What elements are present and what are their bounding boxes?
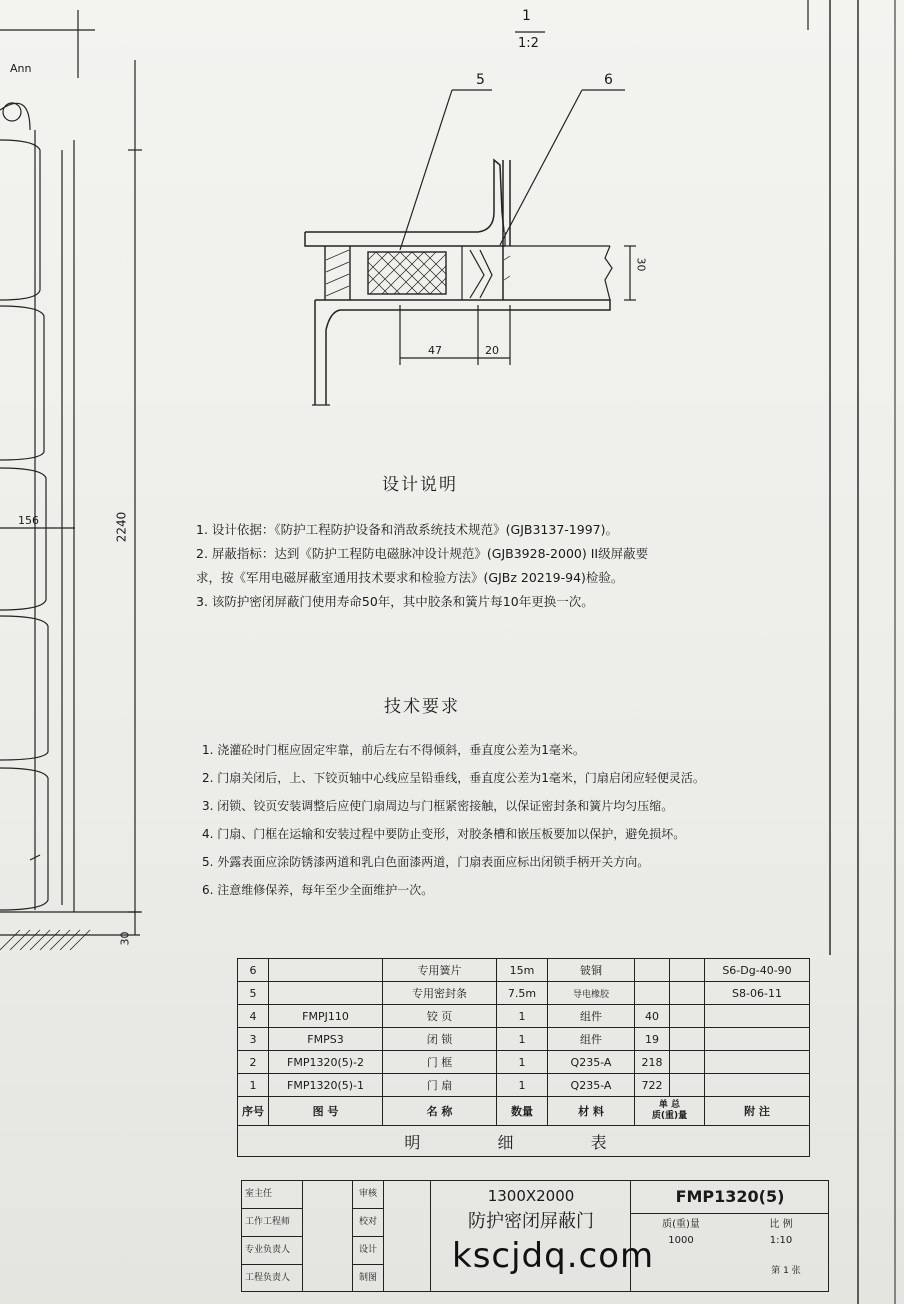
cell — [705, 1028, 810, 1051]
cell: 6 — [238, 959, 269, 982]
tech-req-1: 1. 浇灌砼时门框应固定牢靠，前后左右不得倾斜，垂直度公差为1毫米。 — [202, 743, 585, 757]
cell: FMPJ110 — [269, 1005, 383, 1028]
drawing-number: FMP1320(5) — [631, 1181, 829, 1214]
bill-of-materials — [237, 958, 810, 1157]
cell: 1 — [497, 1028, 548, 1051]
dim-2240: 2240 — [114, 511, 129, 543]
role-label: 专业负责人 — [242, 1237, 302, 1265]
cell: FMP1320(5)-2 — [269, 1051, 383, 1074]
cell: 组件 — [548, 1028, 635, 1051]
dim-30: 30 — [634, 257, 648, 272]
design-note-2: 2. 屏蔽指标：达到《防护工程防电磁脉冲设计规范》(GJB3928-2000) II级屏蔽要求，按《军用电磁屏蔽室通用技术要求和检验方法》(GJBz 20219-94)检验。 — [196, 546, 649, 585]
cell — [670, 1005, 705, 1028]
sheet-number: 第 1 张 — [771, 1266, 801, 1276]
cell — [670, 1051, 705, 1074]
role-label: 审核 — [353, 1181, 383, 1209]
role-label: 室主任 — [242, 1181, 302, 1209]
section-number: 1 — [522, 8, 531, 24]
cell — [705, 1005, 810, 1028]
cell: 722 — [635, 1074, 670, 1097]
scale-value: 1:10 — [769, 1235, 793, 1246]
dim-30-bottom: 30 — [118, 931, 132, 946]
cell: 7.5m — [497, 982, 548, 1005]
tech-requirements — [202, 736, 762, 904]
role-label: 设计 — [353, 1237, 383, 1265]
cell: 铰 页 — [383, 1005, 497, 1028]
cell: Q235-A — [548, 1051, 635, 1074]
header-cell: 质(重)量 — [651, 1111, 688, 1121]
table-row — [238, 1051, 810, 1074]
cell: 专用簧片 — [383, 959, 497, 982]
dim-156: 156 — [18, 514, 39, 527]
design-notes-title: 设计说明 — [382, 475, 458, 495]
role-label: 制图 — [358, 1273, 377, 1283]
cell: 门 扇 — [383, 1074, 497, 1097]
bom-caption: 明 细 表 — [238, 1126, 810, 1157]
table-row — [238, 982, 810, 1005]
cell — [670, 1028, 705, 1051]
cell: 1 — [497, 1074, 548, 1097]
tech-req-title: 技术要求 — [384, 697, 460, 717]
callout-6: 6 — [604, 72, 613, 88]
header-cell: 图 号 — [269, 1097, 383, 1126]
cell — [670, 959, 705, 982]
header-cell: 序号 — [238, 1097, 269, 1126]
cell: 组件 — [548, 1005, 635, 1028]
design-notes — [196, 518, 666, 614]
watermark: kscjdq.com — [452, 1236, 655, 1276]
cell: 1 — [238, 1074, 269, 1097]
product-size: 1300X2000 — [487, 1187, 575, 1205]
cell: FMPS3 — [269, 1028, 383, 1051]
design-note-1: 1. 设计依据：《防护工程防护设备和消敌系统技术规范》(GJB3137-1997)。 — [196, 522, 618, 537]
tech-req-2: 2. 门扇关闭后，上、下铰页轴中心线应呈铅垂线，垂直度公差为1毫米，门扇启闭应轻便灵活。 — [202, 771, 705, 785]
table-row — [238, 1028, 810, 1051]
cell: 2 — [238, 1051, 269, 1074]
cell: 15m — [497, 959, 548, 982]
weight-label: 质(重)量 — [662, 1219, 700, 1230]
product-name: 防护密闭屏蔽门 — [468, 1211, 594, 1232]
cell — [635, 982, 670, 1005]
cell: 闭 锁 — [383, 1028, 497, 1051]
cell — [670, 1074, 705, 1097]
cell: 3 — [238, 1028, 269, 1051]
tech-req-4: 4. 门扇、门框在运输和安装过程中要防止变形，对胶条槽和嵌压板要加以保护，避免损坏。 — [202, 827, 686, 841]
cell: Q235-A — [548, 1074, 635, 1097]
cell: 4 — [238, 1005, 269, 1028]
role-column-2 — [352, 1181, 384, 1291]
table-caption-row — [238, 1126, 810, 1157]
weight-value: 1000 — [668, 1235, 694, 1246]
role-label: 校对 — [353, 1209, 383, 1237]
cell: 218 — [635, 1051, 670, 1074]
dim-47: 47 — [428, 344, 442, 357]
cell: 门 框 — [383, 1051, 497, 1074]
tech-req-5: 5. 外露表面应涂防锈漆两道和乳白色面漆两道，门扇表面应标出闭锁手柄开关方向。 — [202, 855, 650, 869]
design-note-3: 3. 该防护密闭屏蔽门使用寿命50年，其中胶条和簧片每10年更换一次。 — [196, 594, 594, 609]
cell: FMP1320(5)-1 — [269, 1074, 383, 1097]
cell: 5 — [238, 982, 269, 1005]
cell — [705, 1051, 810, 1074]
cell: 1 — [497, 1005, 548, 1028]
cell: 导电橡胶 — [548, 982, 635, 1005]
cell: 40 — [635, 1005, 670, 1028]
cell: 专用密封条 — [383, 982, 497, 1005]
cell: S8-06-11 — [705, 982, 810, 1005]
cell — [670, 982, 705, 1005]
header-cell: 单 总 — [658, 1100, 681, 1110]
section-scale: 1:2 — [518, 36, 539, 51]
header-cell: 材 料 — [548, 1097, 635, 1126]
header-cell: 附 注 — [705, 1097, 810, 1126]
role-column — [242, 1181, 303, 1291]
dim-top: Ann — [10, 62, 32, 75]
role-label: 工作工程师 — [242, 1209, 302, 1237]
cell: 19 — [635, 1028, 670, 1051]
cell — [705, 1074, 810, 1097]
cell — [269, 959, 383, 982]
drawing-info — [630, 1181, 829, 1291]
dim-20: 20 — [485, 344, 499, 357]
cell — [635, 959, 670, 982]
tech-req-3: 3. 闭锁、铰页安装调整后应使门扇周边与门框紧密接触，以保证密封条和簧片均匀压缩。 — [202, 799, 674, 813]
header-cell: 名 称 — [383, 1097, 497, 1126]
header-cell: 数量 — [497, 1097, 548, 1126]
tech-req-6: 6. 注意维修保养，每年至少全面维护一次。 — [202, 883, 434, 897]
cell — [269, 982, 383, 1005]
role-label: 工程负责人 — [245, 1273, 291, 1283]
table-header-row — [238, 1097, 810, 1126]
scale-label: 比 例 — [769, 1219, 793, 1230]
cell: 1 — [497, 1051, 548, 1074]
callout-5: 5 — [476, 72, 485, 88]
table-row — [238, 1074, 810, 1097]
cell: S6-Dg-40-90 — [705, 959, 810, 982]
cell: 铍铜 — [548, 959, 635, 982]
table-row — [238, 959, 810, 982]
table-row — [238, 1005, 810, 1028]
